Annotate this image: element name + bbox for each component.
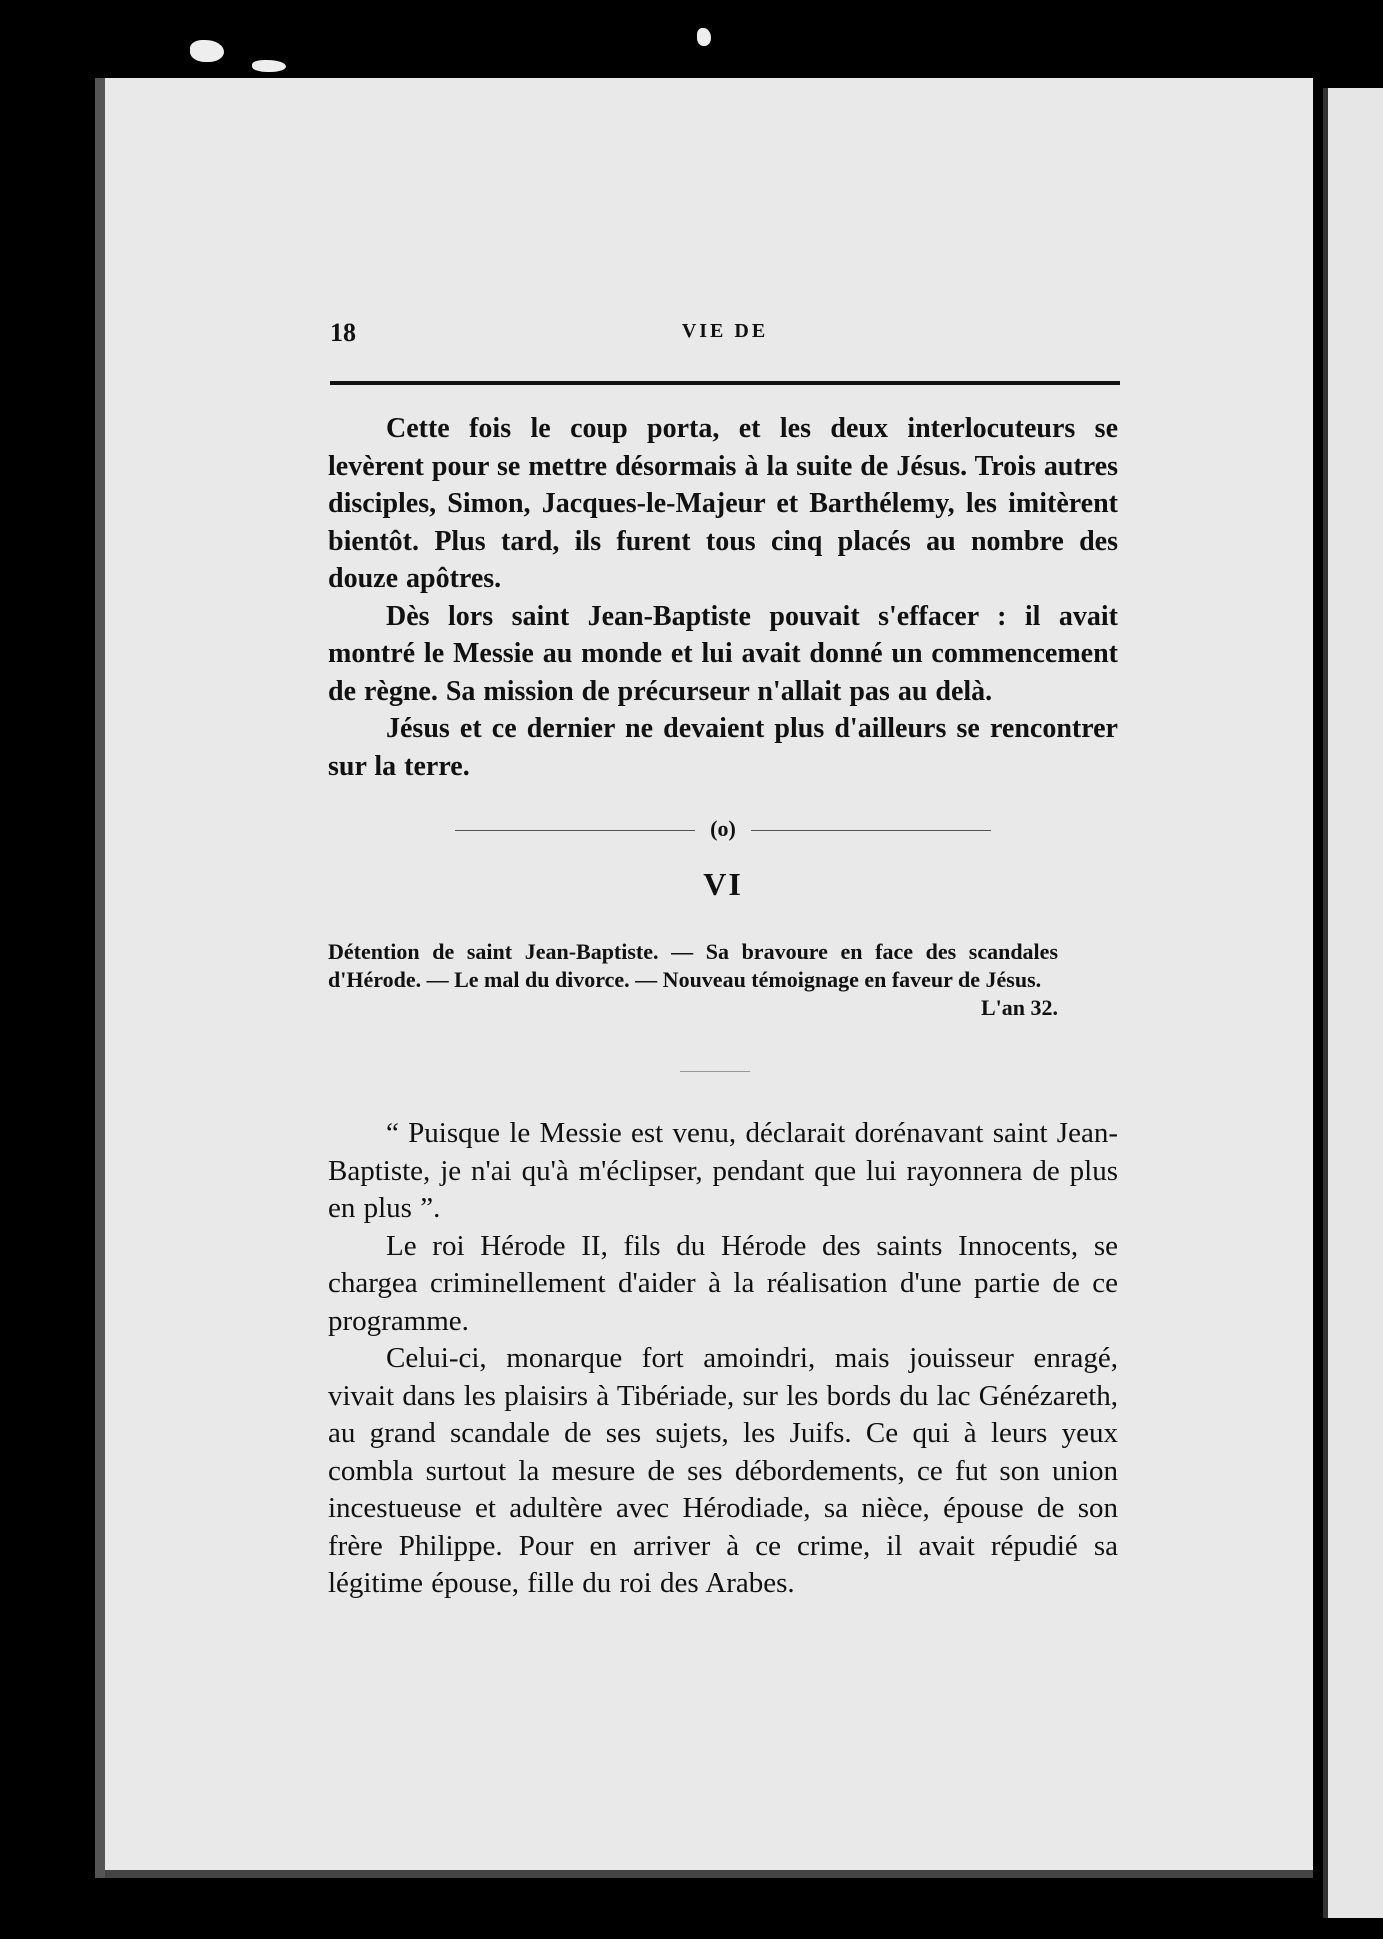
divider-line-left (455, 830, 695, 831)
paragraph: Le roi Hérode II, fils du Hérode des saints Innocents, se chargea criminellement d'aider à la réalisation d'une partie de ce programme. (328, 1229, 1118, 1337)
previous-section-text (328, 410, 1118, 785)
scan-speck (697, 28, 711, 46)
chapter-summary-text: Détention de saint Jean-Baptiste. — Sa bravoure en face des scandales d'Hérode. — Le mal du divorce. — Nouveau témoignage en faveur de Jésus. (328, 939, 1058, 992)
page-number: 18 (330, 318, 356, 347)
running-title: VIE DE (681, 320, 769, 342)
short-rule (680, 1071, 750, 1072)
paragraph: “ Puisque le Messie est venu, déclarait dorénavant saint Jean-Baptiste, je n'ai qu'à m'éclipser, pendant que lui rayonnera de plus en plus ”. (328, 1117, 1118, 1224)
section-divider (455, 816, 995, 846)
divider-line-right (751, 830, 991, 831)
chapter-number: VI (703, 866, 743, 902)
chapter-year: L'an 32. (980, 995, 1058, 1020)
chapter-body-text (328, 1115, 1118, 1603)
paragraph: Celui-ci, monarque fort amoindri, mais jouisseur enragé, vivait dans les plaisirs à Tibériade, sur les bords du lac Génézareth, au grand scandale de ses sujets, les Juifs. Ce qui à leurs yeux combla surtout la mesure de ses débordements, ce fut son union incestueuse et adultère avec Hérodiade, sa nièce, épouse de son frère Philippe. Pour en arriver à ce crime, il avait répudié sa légitime épouse, fille du roi des Arabes. (328, 1342, 1118, 1599)
paragraph: Jésus et ce dernier ne devaient plus d'ailleurs se rencontrer sur la terre. (328, 713, 1118, 782)
scan-speck (252, 60, 286, 72)
paragraph: Cette fois le coup porta, et les deux interlocuteurs se levèrent pour se mettre désormais à la suite de Jésus. Trois autres disciples, Simon, Jacques-le-Majeur et Barthélemy, les imitèrent bientôt. Plus tard, ils furent tous cinq placés au nombre des douze apôtres. (328, 413, 1118, 594)
scan-speck (190, 40, 224, 62)
header-rule (330, 381, 1120, 385)
next-page-edge (1323, 88, 1383, 1918)
chapter-summary (328, 938, 1058, 1022)
running-head (330, 318, 1120, 348)
paragraph: Dès lors saint Jean-Baptiste pouvait s'effacer : il avait montré le Messie au monde et lui avait donné un commencement de règne. Sa mission de précurseur n'allait pas au delà. (328, 600, 1118, 707)
divider-mark: (o) (710, 816, 736, 841)
